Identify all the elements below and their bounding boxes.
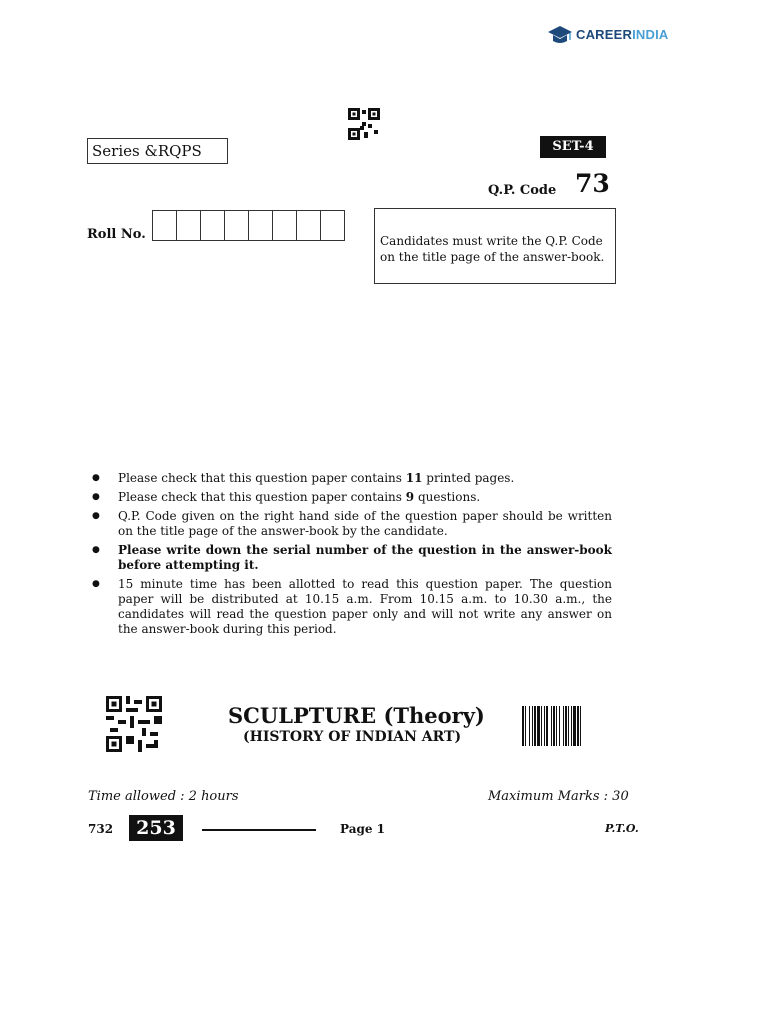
page-number: Page 1 — [340, 822, 386, 836]
instruction-item: ● Q.P. Code given on the right hand side of the question paper should be written on the title page of the answer-book by the candidate. — [92, 509, 612, 539]
logo-text: CAREERINDIA — [576, 27, 669, 42]
roll-number-cell[interactable] — [297, 211, 321, 240]
instruction-item: ● Please write down the serial number of the question in the answer-book before attempting it. — [92, 543, 612, 573]
qp-code-notice — [374, 208, 616, 284]
careerindia-logo — [548, 22, 669, 48]
qp-code-number: 73 — [575, 169, 610, 198]
roll-number-cell[interactable] — [153, 211, 177, 240]
series-label: Series &RQPS — [87, 138, 228, 164]
instruction-item: ● Please check that this question paper contains 9 questions. — [92, 490, 612, 505]
qp-code-label: Q.P. Code — [488, 183, 557, 198]
instruction-item: ● Please check that this question paper contains 11 printed pages. — [92, 471, 612, 486]
graduation-cap-icon — [548, 24, 572, 46]
set-badge: SET-4 — [540, 136, 606, 158]
barcode-icon — [522, 706, 632, 746]
roll-number-cell[interactable] — [249, 211, 273, 240]
instructions-english — [92, 471, 612, 641]
subject-title-english: SCULPTURE (Theory) — [228, 703, 485, 728]
time-allowed: Time allowed : 2 hours — [88, 789, 239, 804]
roll-number-cell[interactable] — [201, 211, 225, 240]
notice-text-en: Candidates must write the Q.P. Code on the title page of the answer-book. — [380, 234, 605, 264]
qr-code-icon — [106, 696, 162, 752]
pto-label: P.T.O. — [605, 822, 639, 835]
roll-number-cell[interactable] — [273, 211, 297, 240]
divider — [202, 829, 316, 831]
maximum-marks: Maximum Marks : 30 — [488, 789, 629, 804]
instruction-item: ● 15 minute time has been allotted to read this question paper. The question paper will be distributed at 10.15 a.m. From 10.15 a.m. to 10.30 a.m., the candidates will read the question paper only and will not write any answer on the answer-book during this period. — [92, 577, 612, 637]
roll-number-boxes[interactable] — [152, 210, 345, 241]
subject-subtitle-english: (HISTORY OF INDIAN ART) — [243, 729, 462, 745]
roll-number-cell[interactable] — [321, 211, 345, 240]
paper-code: 732 — [88, 822, 114, 836]
roll-number-label: Roll No. — [87, 227, 146, 242]
roll-number-cell[interactable] — [177, 211, 201, 240]
roll-number-cell[interactable] — [225, 211, 249, 240]
paper-number-badge: 253 — [129, 815, 183, 841]
qr-code-icon — [348, 108, 380, 140]
